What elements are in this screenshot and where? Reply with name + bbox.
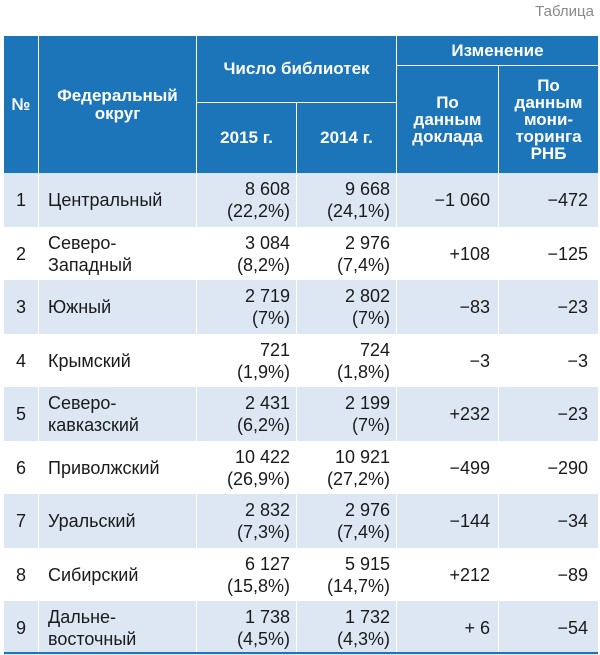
cell-2015 bbox=[197, 494, 296, 548]
cell-district bbox=[39, 334, 196, 387]
cell-num bbox=[4, 334, 38, 387]
cell-num bbox=[4, 280, 38, 334]
cell-change-report bbox=[397, 227, 498, 280]
header-year-2015: 2015 г. bbox=[220, 128, 273, 147]
table-header bbox=[4, 36, 598, 173]
cell-2014 bbox=[297, 601, 396, 655]
value: 724 bbox=[359, 339, 390, 360]
cell-district bbox=[39, 548, 196, 601]
monitoring-value: −34 bbox=[557, 511, 588, 531]
cell-change-monitoring bbox=[499, 173, 598, 227]
cell-change-monitoring bbox=[499, 548, 598, 601]
percent: (4,3%) bbox=[336, 629, 390, 649]
district-name: Дальне-восточный bbox=[48, 607, 137, 649]
cell-change-monitoring bbox=[499, 441, 598, 494]
monitoring-value: −125 bbox=[547, 243, 588, 264]
cell-2014 bbox=[297, 280, 396, 334]
value: 8 608 bbox=[244, 179, 290, 199]
cell-change-monitoring bbox=[499, 334, 598, 387]
cell-2015 bbox=[197, 334, 296, 387]
num-value: 7 bbox=[15, 511, 26, 531]
table-caption: Таблица bbox=[535, 3, 594, 20]
table-row bbox=[4, 387, 598, 441]
monitoring-value: −89 bbox=[557, 564, 588, 585]
cell-num bbox=[4, 227, 38, 280]
cell-change-monitoring bbox=[499, 227, 598, 280]
cell-change-report bbox=[397, 441, 498, 494]
percent: (24,1%) bbox=[326, 201, 390, 221]
report-value: +108 bbox=[449, 243, 490, 264]
cell-change-report bbox=[397, 280, 498, 334]
value: 10 921 bbox=[334, 446, 390, 467]
value: 2 431 bbox=[244, 393, 290, 413]
table-bottom-rule bbox=[4, 652, 598, 654]
value: 9 668 bbox=[344, 179, 390, 199]
monitoring-value: −3 bbox=[567, 350, 588, 371]
report-value: −83 bbox=[459, 297, 490, 317]
cell-2015 bbox=[197, 227, 296, 280]
monitoring-value: −290 bbox=[547, 457, 588, 478]
district-name: Приволжский bbox=[48, 457, 160, 478]
cell-num bbox=[4, 494, 38, 548]
cell-num bbox=[4, 173, 38, 227]
district-name: Северо-кавказский bbox=[48, 393, 139, 435]
value: 5 915 bbox=[344, 553, 390, 574]
header-num: № bbox=[11, 94, 31, 114]
percent: (7,4%) bbox=[336, 522, 390, 542]
cell-2014 bbox=[297, 227, 396, 280]
cell-change-monitoring bbox=[499, 494, 598, 548]
report-value: +212 bbox=[449, 564, 490, 585]
value: 10 422 bbox=[234, 446, 290, 467]
cell-district bbox=[39, 601, 196, 655]
value: 1 738 bbox=[244, 607, 290, 627]
district-name: Центральный bbox=[48, 190, 163, 210]
cell-change-report bbox=[397, 601, 498, 655]
monitoring-value: −54 bbox=[557, 618, 588, 638]
percent: (8,2%) bbox=[236, 254, 290, 275]
value: 2 976 bbox=[344, 500, 390, 520]
cell-2014 bbox=[297, 173, 396, 227]
report-value: +232 bbox=[449, 404, 490, 424]
cell-2014 bbox=[297, 548, 396, 601]
header-change-monitoring: По данным мони-торинга РНБ bbox=[514, 76, 583, 163]
header-change-report: По данным доклада bbox=[412, 93, 483, 146]
value: 2 832 bbox=[244, 500, 290, 520]
cell-2015 bbox=[197, 280, 296, 334]
district-name: Уральский bbox=[48, 511, 136, 531]
table-row bbox=[4, 601, 598, 655]
value: 1 732 bbox=[344, 607, 390, 627]
report-value: −499 bbox=[449, 457, 490, 478]
table-row bbox=[4, 280, 598, 334]
header-libraries: Число библиотек bbox=[223, 59, 370, 78]
percent: (6,2%) bbox=[236, 415, 290, 435]
value: 2 802 bbox=[344, 286, 390, 306]
report-value: −144 bbox=[449, 511, 490, 531]
monitoring-value: −23 bbox=[557, 297, 588, 317]
num-value: 9 bbox=[15, 618, 26, 638]
num-value: 2 bbox=[15, 243, 26, 264]
cell-district bbox=[39, 387, 196, 441]
cell-num bbox=[4, 387, 38, 441]
table-row bbox=[4, 334, 598, 387]
value: 6 127 bbox=[244, 553, 290, 574]
cell-change-report bbox=[397, 548, 498, 601]
cell-district bbox=[39, 227, 196, 280]
percent: (15,8%) bbox=[226, 575, 290, 596]
report-value: + 6 bbox=[464, 618, 490, 638]
num-value: 8 bbox=[15, 564, 26, 585]
cell-2015 bbox=[197, 601, 296, 655]
num-value: 1 bbox=[15, 190, 26, 210]
num-value: 4 bbox=[15, 350, 26, 371]
percent: (7%) bbox=[251, 308, 290, 328]
table-row bbox=[4, 548, 598, 601]
percent: (26,9%) bbox=[226, 468, 290, 489]
num-value: 6 bbox=[15, 457, 26, 478]
percent: (1,9%) bbox=[236, 361, 290, 382]
table-row bbox=[4, 227, 598, 280]
cell-2015 bbox=[197, 387, 296, 441]
header-change: Изменение bbox=[451, 40, 544, 60]
cell-2015 bbox=[197, 548, 296, 601]
district-name: Крымский bbox=[48, 350, 131, 371]
cell-num bbox=[4, 601, 38, 655]
cell-change-monitoring bbox=[499, 280, 598, 334]
table-row bbox=[4, 441, 598, 494]
table-row bbox=[4, 173, 598, 227]
monitoring-value: −472 bbox=[547, 190, 588, 210]
district-name: Северо-Западный bbox=[48, 232, 133, 275]
cell-num bbox=[4, 441, 38, 494]
num-value: 5 bbox=[15, 404, 26, 424]
cell-change-monitoring bbox=[499, 601, 598, 655]
report-value: −3 bbox=[469, 350, 490, 371]
cell-2015 bbox=[197, 173, 296, 227]
percent: (22,2%) bbox=[226, 201, 290, 221]
cell-change-report bbox=[397, 173, 498, 227]
percent: (7%) bbox=[351, 308, 390, 328]
header-year-2014: 2014 г. bbox=[320, 128, 373, 147]
percent: (14,7%) bbox=[326, 575, 390, 596]
percent: (27,2%) bbox=[326, 468, 390, 489]
cell-district bbox=[39, 280, 196, 334]
district-name: Южный bbox=[48, 297, 112, 317]
table-row bbox=[4, 494, 598, 548]
percent: (7%) bbox=[351, 415, 390, 435]
cell-district bbox=[39, 441, 196, 494]
value: 721 bbox=[259, 339, 290, 360]
cell-2015 bbox=[197, 441, 296, 494]
header-district: Федеральный округ bbox=[57, 85, 178, 123]
value: 2 199 bbox=[344, 393, 390, 413]
num-value: 3 bbox=[15, 297, 26, 317]
percent: (4,5%) bbox=[236, 629, 290, 649]
cell-2014 bbox=[297, 441, 396, 494]
cell-change-report bbox=[397, 387, 498, 441]
percent: (1,8%) bbox=[336, 361, 390, 382]
percent: (7,3%) bbox=[236, 522, 290, 542]
percent: (7,4%) bbox=[336, 254, 390, 275]
value: 3 084 bbox=[244, 232, 290, 253]
cell-num bbox=[4, 548, 38, 601]
cell-2014 bbox=[297, 334, 396, 387]
cell-change-report bbox=[397, 334, 498, 387]
value: 2 976 bbox=[344, 232, 390, 253]
cell-district bbox=[39, 494, 196, 548]
district-name: Сибирский bbox=[48, 564, 139, 585]
cell-district bbox=[39, 173, 196, 227]
report-value: −1 060 bbox=[434, 190, 490, 210]
value: 2 719 bbox=[244, 286, 290, 306]
cell-2014 bbox=[297, 494, 396, 548]
cell-change-monitoring bbox=[499, 387, 598, 441]
monitoring-value: −23 bbox=[557, 404, 588, 424]
cell-2014 bbox=[297, 387, 396, 441]
cell-change-report bbox=[397, 494, 498, 548]
